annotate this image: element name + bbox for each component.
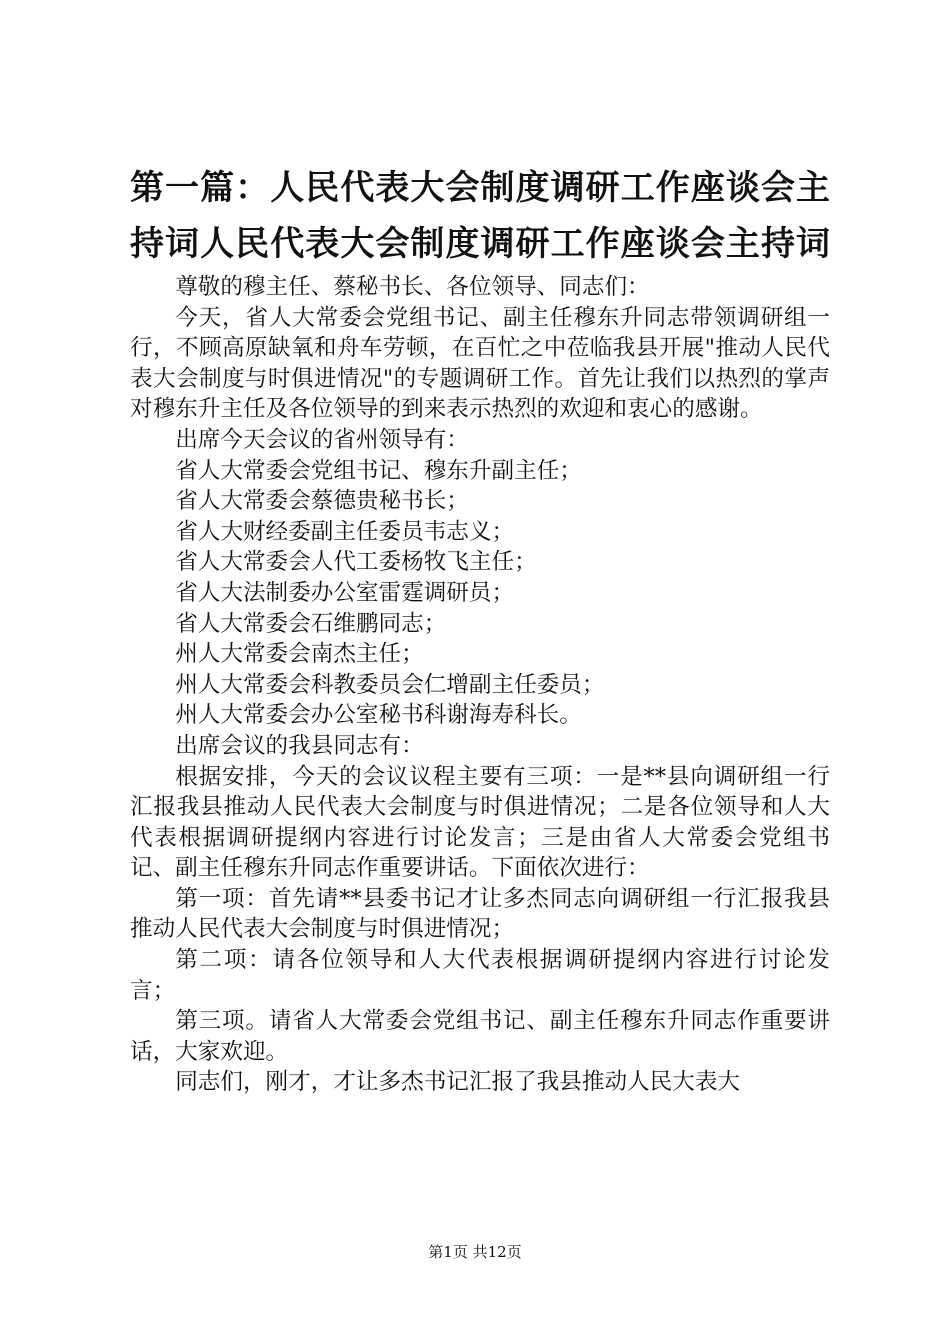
document-body (130, 272, 830, 1098)
document-title (130, 160, 830, 272)
paragraph-closing: 同志们，刚才，才让多杰书记汇报了我县推动人民大表大 (175, 1069, 741, 1096)
title-line-1: 第一篇：人民代表大会制度调研工作座谈会主 (130, 168, 830, 208)
paragraph-item-3: 第三项。请省人大常委会党组书记、副主任穆东升同志作重要讲话，大家欢迎。 (130, 1008, 830, 1065)
paragraph-leader: 州人大常委会南杰主任； (175, 641, 424, 668)
paragraph-leader: 省人大常委会党组书记、穆东升副主任； (175, 457, 582, 484)
paragraph-leader: 省人大常委会石维鹏同志； (175, 610, 447, 637)
paragraph-leader: 省人大常委会人代工委杨牧飞主任； (175, 549, 537, 576)
title-line-2: 持词人民代表大会制度调研工作座谈会主持词 (130, 224, 830, 264)
paragraph-leader: 省人大财经委副主任委员韦志义； (175, 518, 515, 545)
paragraph-leader: 省人大常委会蔡德贵秘书长； (175, 488, 469, 515)
page-number-footer: 第1页 共12页 (428, 1243, 522, 1261)
paragraph-item-2: 第二项：请各位领导和人大代表根据调研提纲内容进行讨论发言； (130, 947, 830, 1004)
paragraph-county-heading: 出席会议的我县同志有： (175, 732, 424, 759)
paragraph-salutation: 尊敬的穆主任、蔡秘书长、各位领导、同志们： (175, 274, 650, 300)
paragraph-leader: 省人大法制委办公室雷霆调研员； (175, 579, 515, 606)
paragraph-leader: 州人大常委会办公室秘书科谢海寿科长。 (175, 702, 582, 729)
paragraph-leader: 州人大常委会科教委员会仁增副主任委员； (175, 671, 605, 698)
paragraph-intro: 今天，省人大常委会党组书记、副主任穆东升同志带领调研组一行，不顾高原缺氧和舟车劳顿，在百忙之中莅临我县开展"推动人民代表大会制度与时俱进情况"的专题调研工作。首先让我们以热烈的掌声对穆东升主任及各位领导的到来表示热烈的欢迎和衷心的感谢。 (130, 304, 830, 423)
paragraph-item-1: 第一项：首先请**县委书记才让多杰同志向调研组一行汇报我县推动人民代表大会制度与时俱进情况； (130, 885, 830, 943)
paragraph-agenda: 根据安排，今天的会议议程主要有三项：一是**县向调研组一行汇报我县推动人民代表大会制度与时俱进情况；二是各位领导和人大代表根据调研提纲内容进行讨论发言；三是由省人大常委会党组书记、副主任穆东升同志作重要讲话。下面依次进行： (130, 763, 830, 882)
paragraph-leaders-heading: 出席今天会议的省州领导有： (175, 426, 469, 453)
